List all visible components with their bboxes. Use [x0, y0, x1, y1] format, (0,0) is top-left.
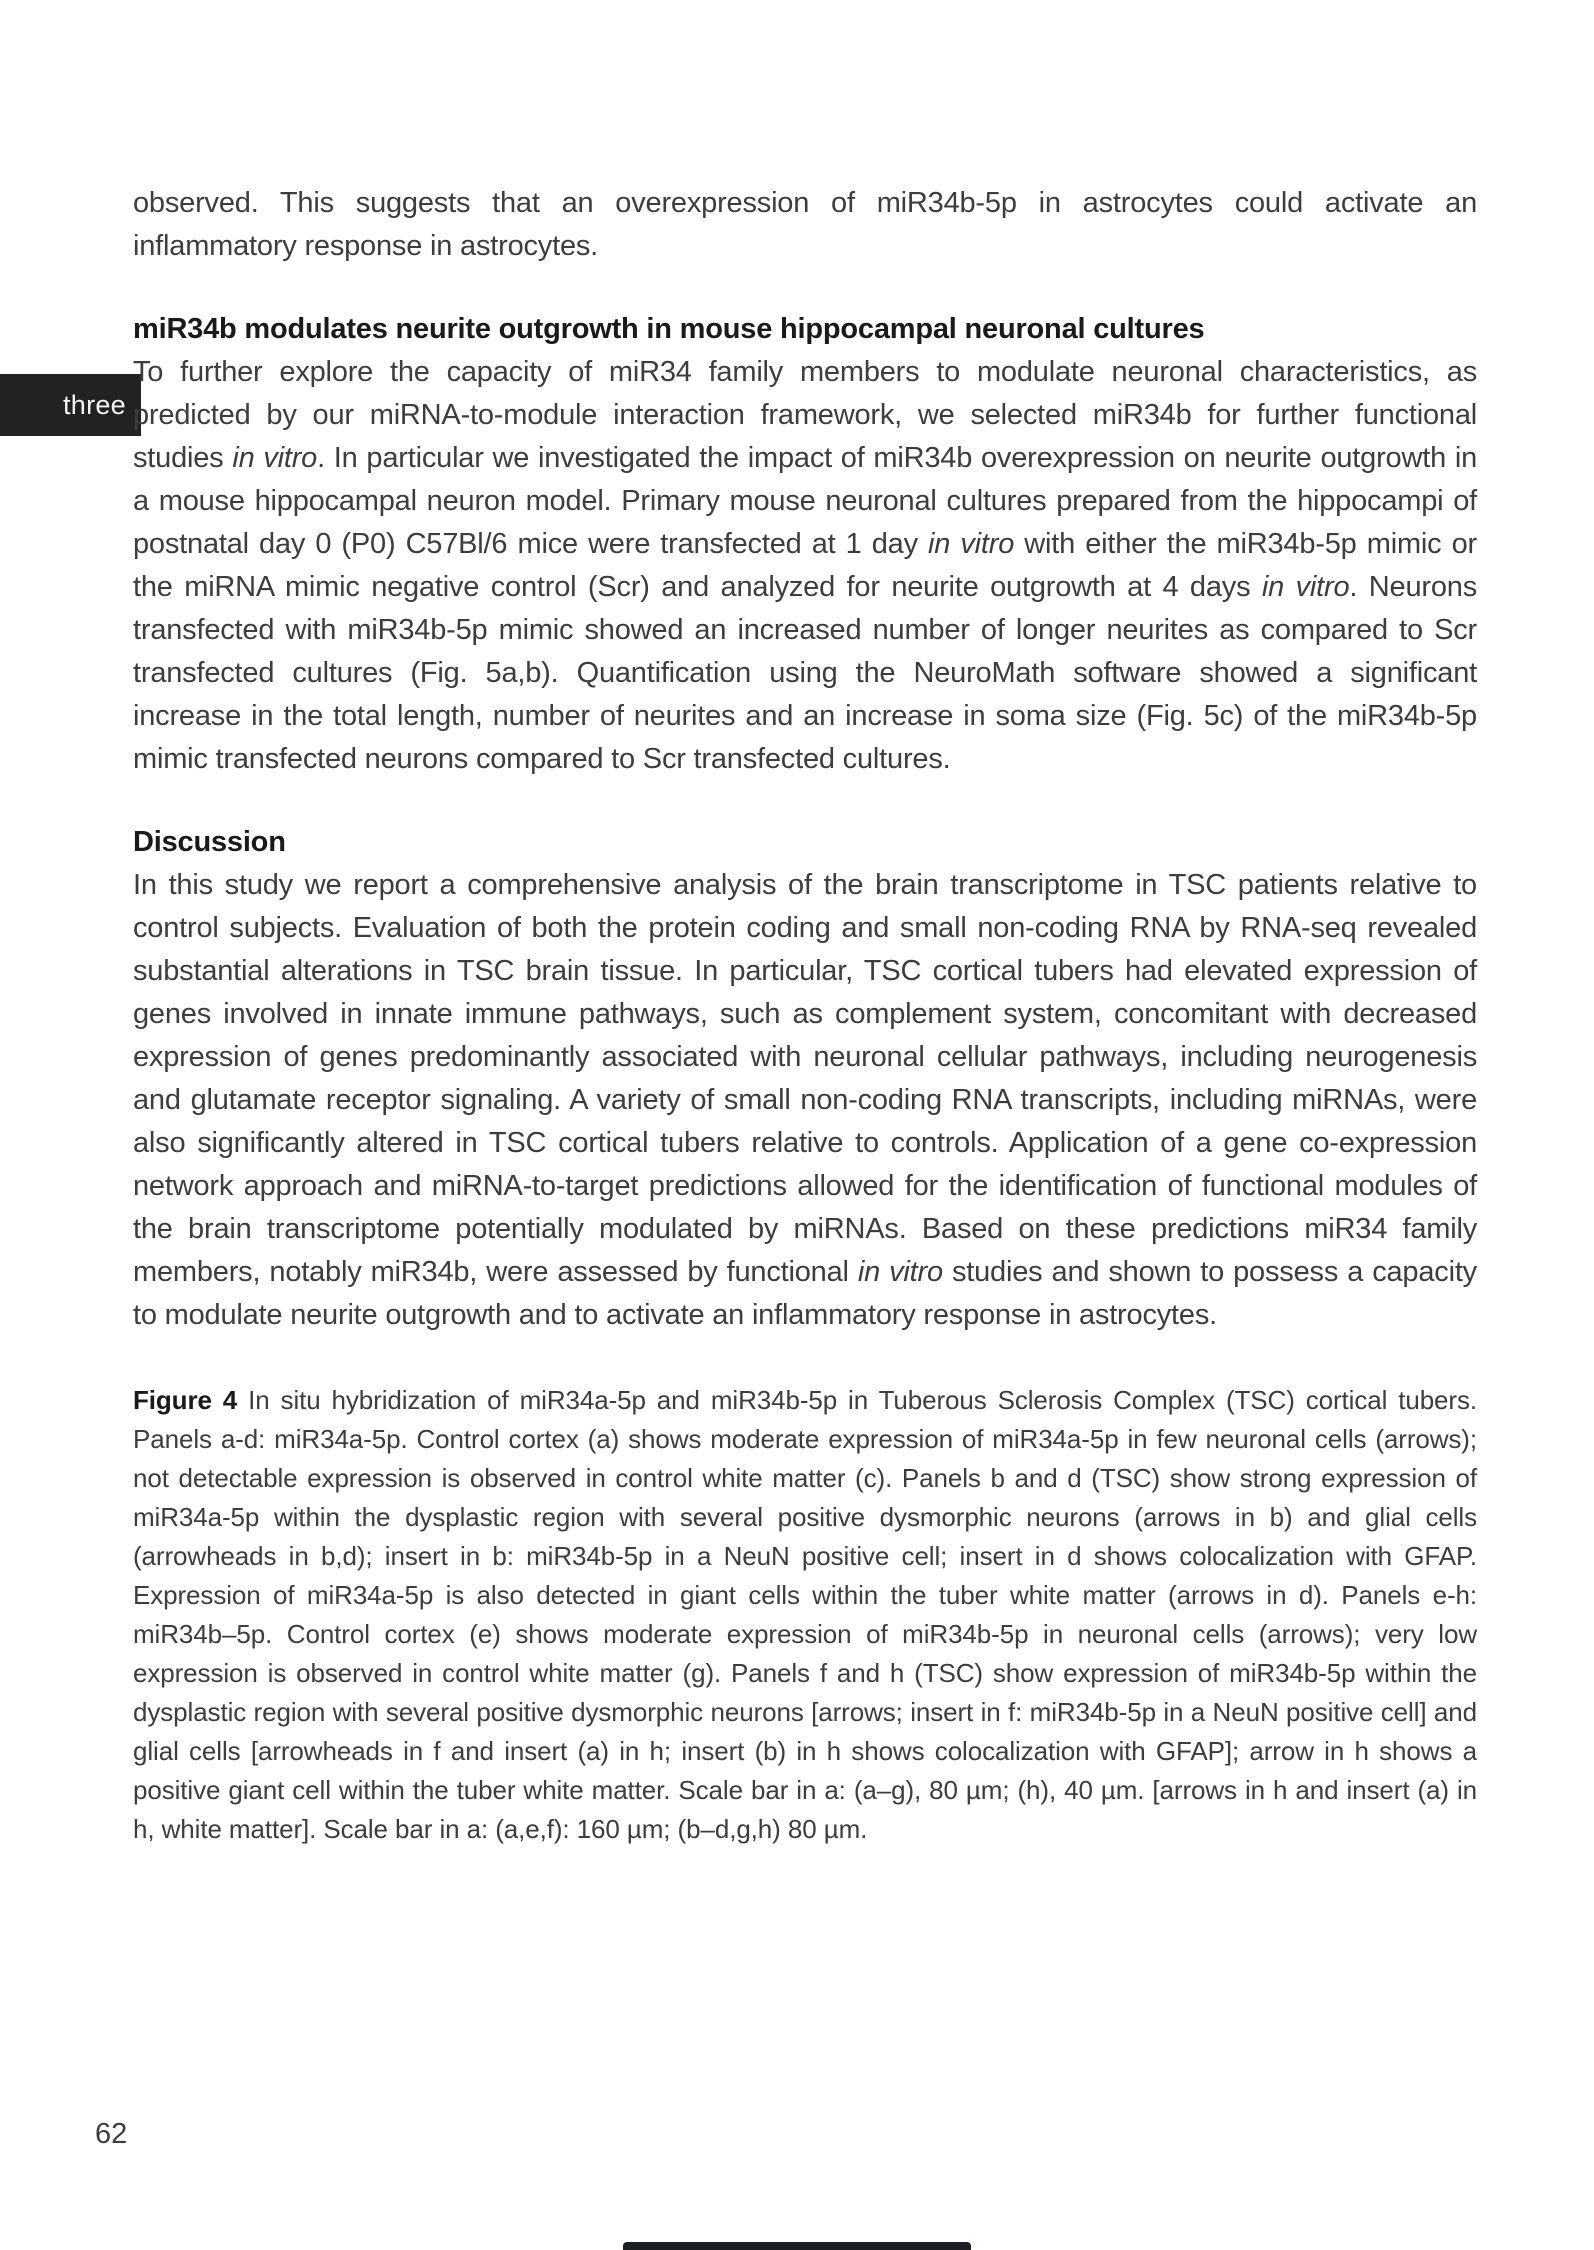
- chapter-tab-label: three: [62, 389, 126, 420]
- chapter-tab: [0, 374, 141, 436]
- home-indicator-bar: [623, 2242, 971, 2250]
- section-mir34b-paragraph: To further explore the capacity of miR34 family members to modulate neuronal characteristics, as predicted by our miRNA-to-module interaction framework, we selected miR34b for further functional studies in vitro. In particular we investigated the impact of miR34b overexpression on neurite outgrowth in a mouse hippocampal neuron model. Primary mouse neuronal cultures prepared from the hippocampi of postnatal day 0 (P0) C57Bl/6 mice were transfected at 1 day in vitro with either the miR34b-5p mimic or the miRNA mimic negative control (Scr) and analyzed for neurite outgrowth at 4 days in vitro. Neurons transfected with miR34b-5p mimic showed an increased number of longer neurites as compared to Scr transfected cultures (Fig. 5a,b). Quantification using the NeuroMath software showed a significant increase in the total length, number of neurites and an increase in soma size (Fig. 5c) of the miR34b-5p mimic transfected neurons compared to Scr transfected cultures.: [133, 356, 1477, 775]
- section-heading-discussion: Discussion: [133, 826, 286, 858]
- figure-caption: Figure 4 In situ hybridization of miR34a-5p and miR34b-5p in Tuberous Sclerosis Complex (TSC) cortical tubers. Panels a-d: miR34a-5p. Control cortex (a) shows moderate expression of miR34a-5p in few neuronal cells (arrows); not detectable expression is observed in control white matter (c). Panels b and d (TSC) show strong expression of miR34a-5p within the dysplastic region with several positive dysmorphic neurons (arrows in b) and glial cells (arrowheads in b,d); insert in b: miR34b-5p in a NeuN positive cell; insert in d shows colocalization with GFAP. Expression of miR34a-5p is also detected in giant cells within the tuber white matter (arrows in d). Panels e-h: miR34b–5p. Control cortex (e) shows moderate expression of miR34b-5p in neuronal cells (arrows); very low expression is observed in control white matter (g). Panels f and h (TSC) show expression of miR34b-5p within the dysplastic region with several positive dysmorphic neurons [arrows; insert in f: miR34b-5p in a NeuN positive cell] and glial cells [arrowheads in f and insert (a) in h; insert (b) in h shows colocalization with GFAP]; arrow in h shows a positive giant cell within the tuber white matter. Scale bar in a: (a–g), 80 µm; (h), 40 µm. [arrows in h and insert (a) in h, white matter]. Scale bar in a: (a,e,f): 160 µm; (b–d,g,h) 80 µm.: [133, 1385, 1477, 1844]
- discussion-paragraph: In this study we report a comprehensive analysis of the brain transcriptome in TSC patients relative to control subjects. Evaluation of both the protein coding and small non-coding RNA by RNA-seq revealed substantial alterations in TSC brain tissue. In particular, TSC cortical tubers had elevated expression of genes involved in innate immune pathways, such as complement system, concomitant with decreased expression of genes predominantly associated with neuronal cellular pathways, including neurogenesis and glutamate receptor signaling. A variety of small non-coding RNA transcripts, including miRNAs, were also significantly altered in TSC cortical tubers relative to controls. Application of a gene co-expression network approach and miRNA-to-target predictions allowed for the identification of functional modules of the brain transcriptome potentially modulated by miRNAs. Based on these predictions miR34 family members, notably miR34b, were assessed by functional in vitro studies and shown to possess a capacity to modulate neurite outgrowth and to activate an inflammatory response in astrocytes.: [133, 869, 1477, 1331]
- intro-paragraph: observed. This suggests that an overexpression of miR34b-5p in astrocytes could activate an inflammatory response in astrocytes.: [133, 187, 1477, 262]
- page-number: 62: [95, 2118, 128, 2150]
- section-heading-mir34b: miR34b modulates neurite outgrowth in mouse hippocampal neuronal cultures: [133, 313, 1205, 345]
- page-content: [133, 182, 1477, 1849]
